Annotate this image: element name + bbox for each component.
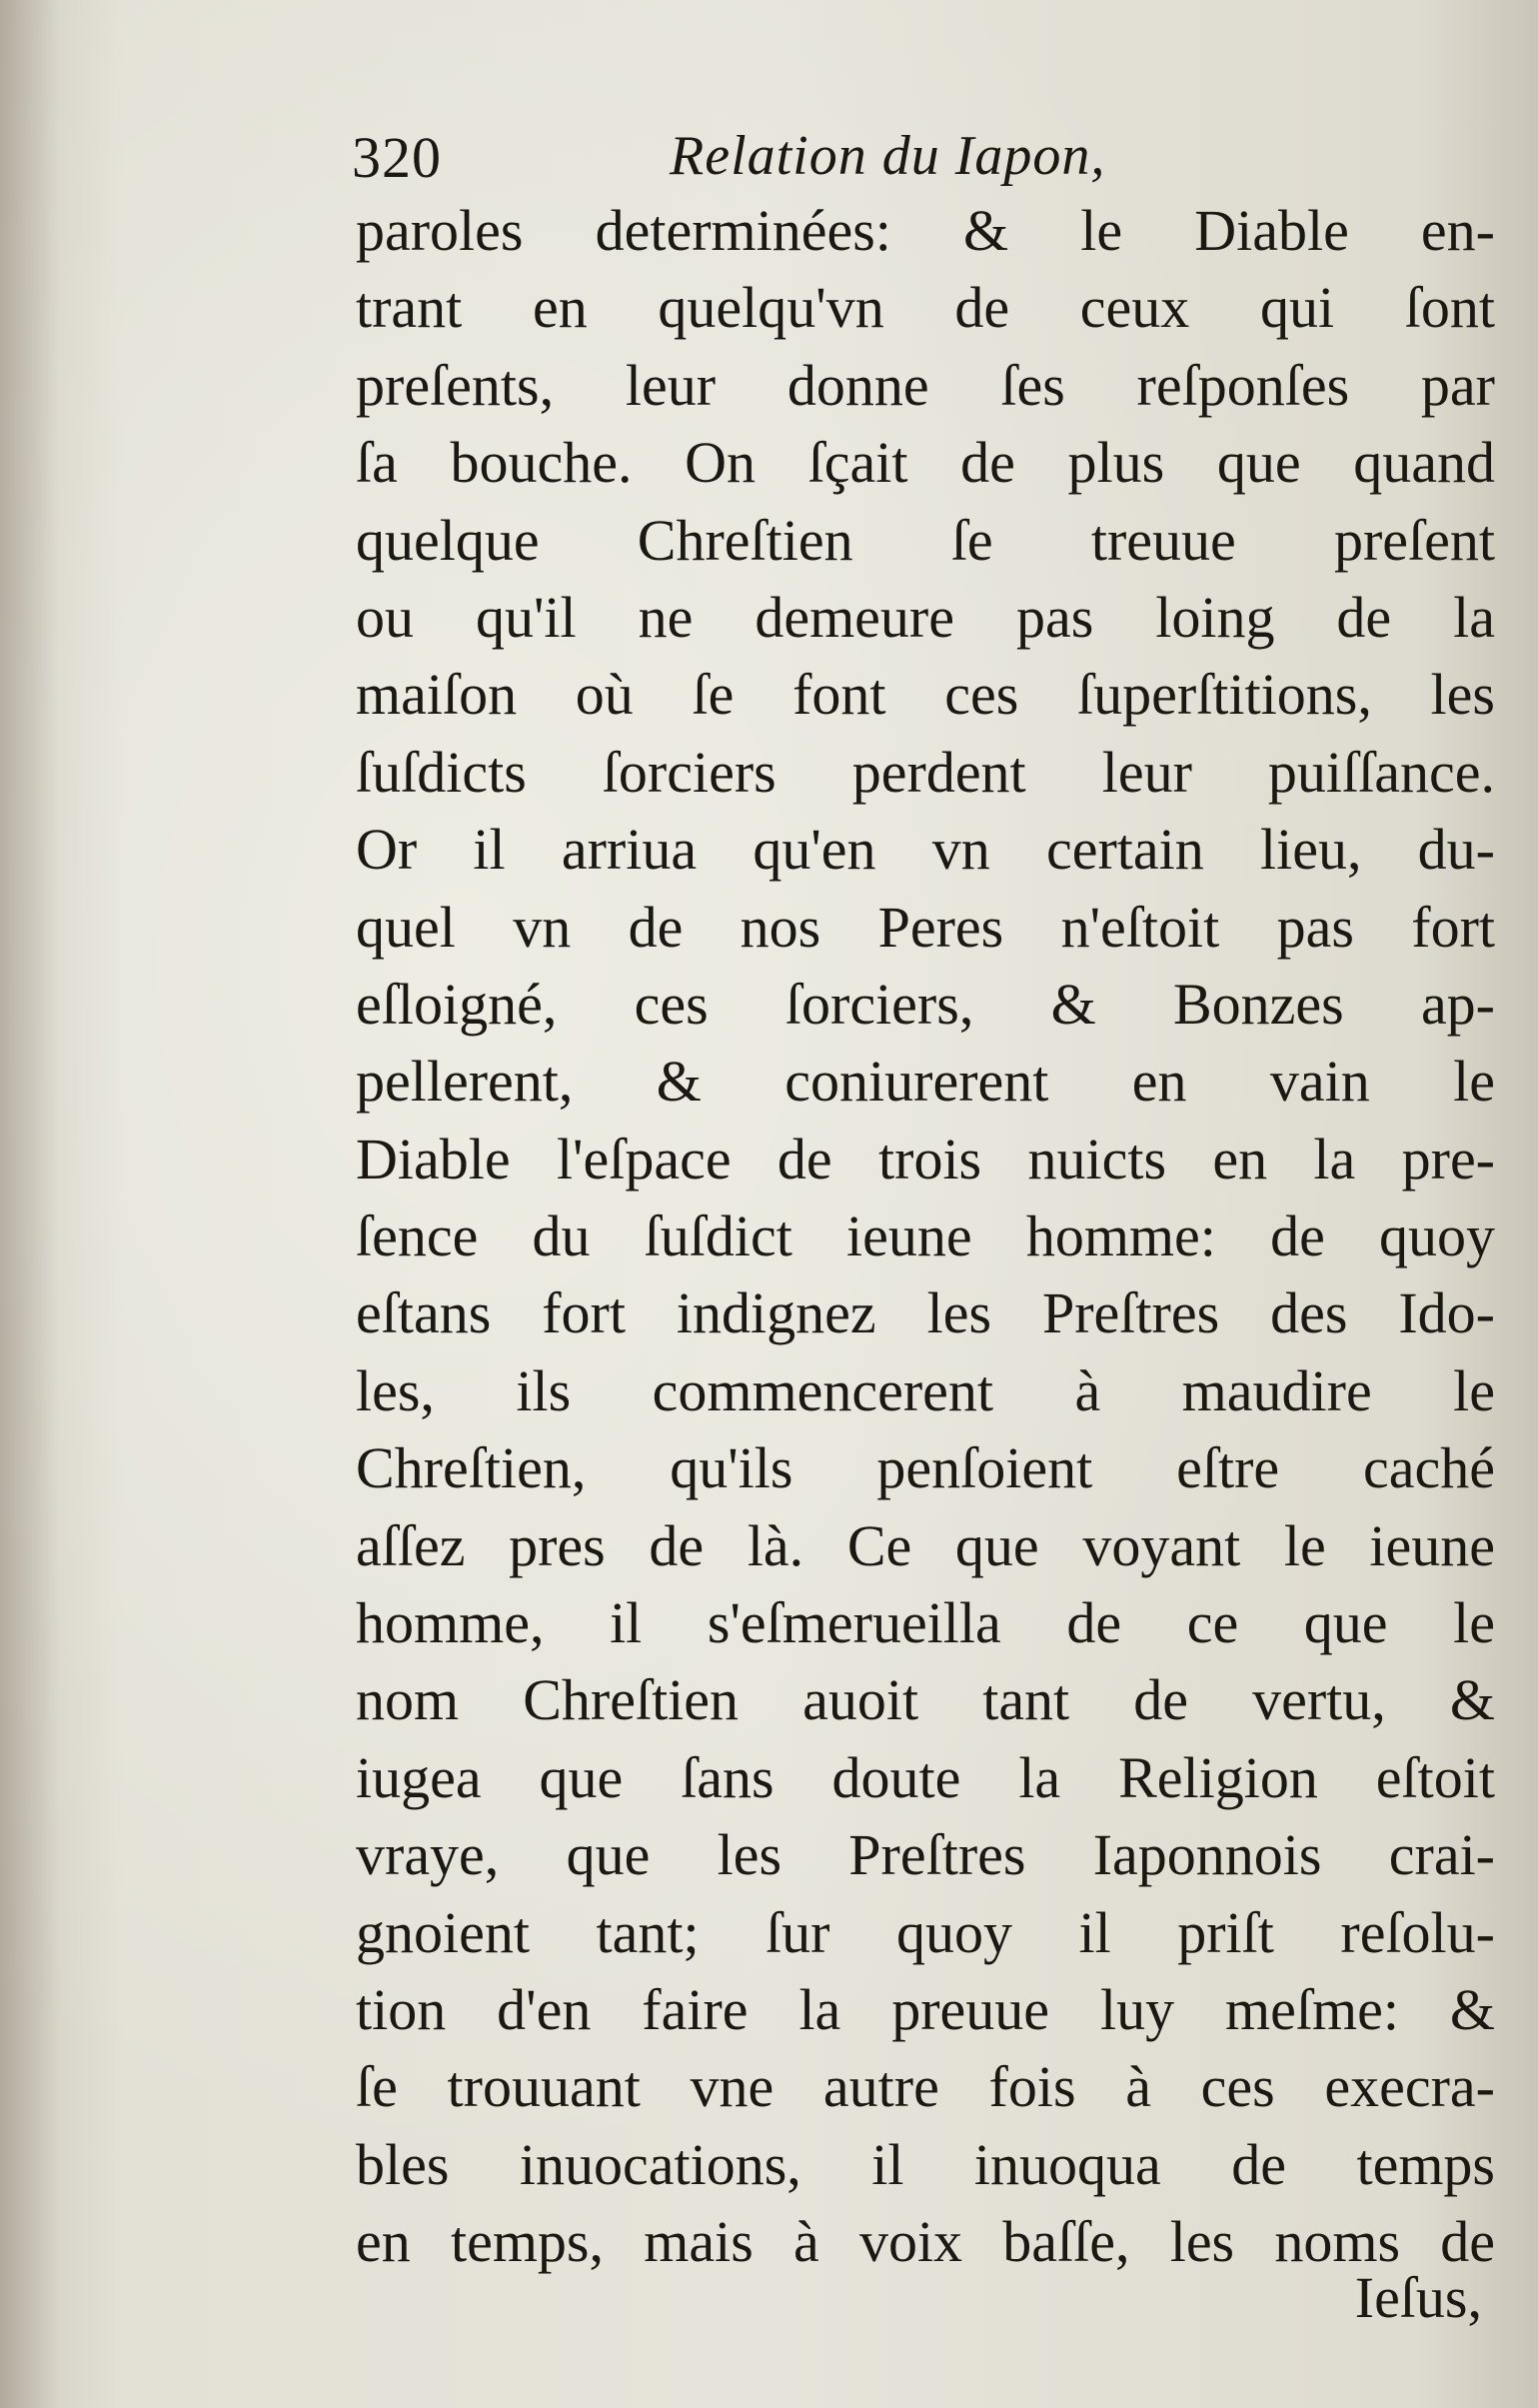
page-number: 320 bbox=[352, 125, 442, 190]
text-line: iugea que ſans doute la Religion eſtoit bbox=[356, 1744, 1495, 1810]
text-line: ſe trouuant vne autre fois à ces execra- bbox=[356, 2054, 1495, 2120]
running-head: Relation du Iapon, bbox=[670, 125, 1106, 187]
gutter-shadow bbox=[0, 0, 60, 2408]
text-line: paroles determinées: & le Diable en- bbox=[356, 198, 1495, 263]
text-line: ſuſdicts ſorciers perdent leur puiſſance. bbox=[356, 739, 1495, 805]
catchword: Ieſus, bbox=[1354, 2265, 1482, 2330]
text-line: Or il arriua qu'en vn certain lieu, du- bbox=[356, 817, 1495, 883]
text-line: aſſez pres de là. Ce que voyant le ieune bbox=[356, 1512, 1495, 1578]
text-line: Chreſtien, qu'ils penſoient eſtre caché bbox=[356, 1435, 1495, 1501]
text-line: pellerent, & coniurerent en vain le bbox=[356, 1049, 1495, 1115]
text-line: eſloigné, ces ſorciers, & Bonzes ap- bbox=[356, 971, 1495, 1037]
text-line: les, ils commencerent à maudire le bbox=[356, 1357, 1495, 1423]
text-line: trant en quelqu'vn de ceux qui ſont bbox=[356, 275, 1495, 341]
text-line: homme, il s'eſmerueilla de ce que le bbox=[356, 1590, 1495, 1656]
text-line: tion d'en faire la preuue luy meſme: & bbox=[356, 1976, 1495, 2042]
text-line: preſents, leur donne ſes reſponſes par bbox=[356, 352, 1495, 418]
text-line: ſa bouche. On ſçait de plus que quand bbox=[356, 430, 1495, 496]
text-line: quel vn de nos Peres n'eſtoit pas fort bbox=[356, 894, 1495, 960]
text-line: maiſon où ſe font ces ſuperſtitions, les bbox=[356, 662, 1495, 728]
text-line: gnoient tant; ſur quoy il priſt reſolu- bbox=[356, 1899, 1495, 1965]
text-line: en temps, mais à voix baſſe, les noms de bbox=[356, 2209, 1495, 2275]
text-line: quelque Chreſtien ſe treuue preſent bbox=[356, 507, 1495, 573]
text-line: Diable l'eſpace de trois nuicts en la pre- bbox=[356, 1126, 1495, 1192]
text-line: eſtans fort indignez les Preſtres des Ido- bbox=[356, 1280, 1495, 1346]
text-line: vraye, que les Preſtres Iaponnois crai- bbox=[356, 1822, 1495, 1888]
body-text bbox=[356, 192, 1495, 2281]
text-line: ou qu'il ne demeure pas loing de la bbox=[356, 584, 1495, 650]
text-line: ſence du ſuſdict ieune homme: de quoy bbox=[356, 1204, 1495, 1269]
page-header bbox=[352, 118, 1501, 198]
text-line: nom Chreſtien auoit tant de vertu, & bbox=[356, 1667, 1495, 1733]
text-line: bles inuocations, il inuoqua de temps bbox=[356, 2131, 1495, 2197]
